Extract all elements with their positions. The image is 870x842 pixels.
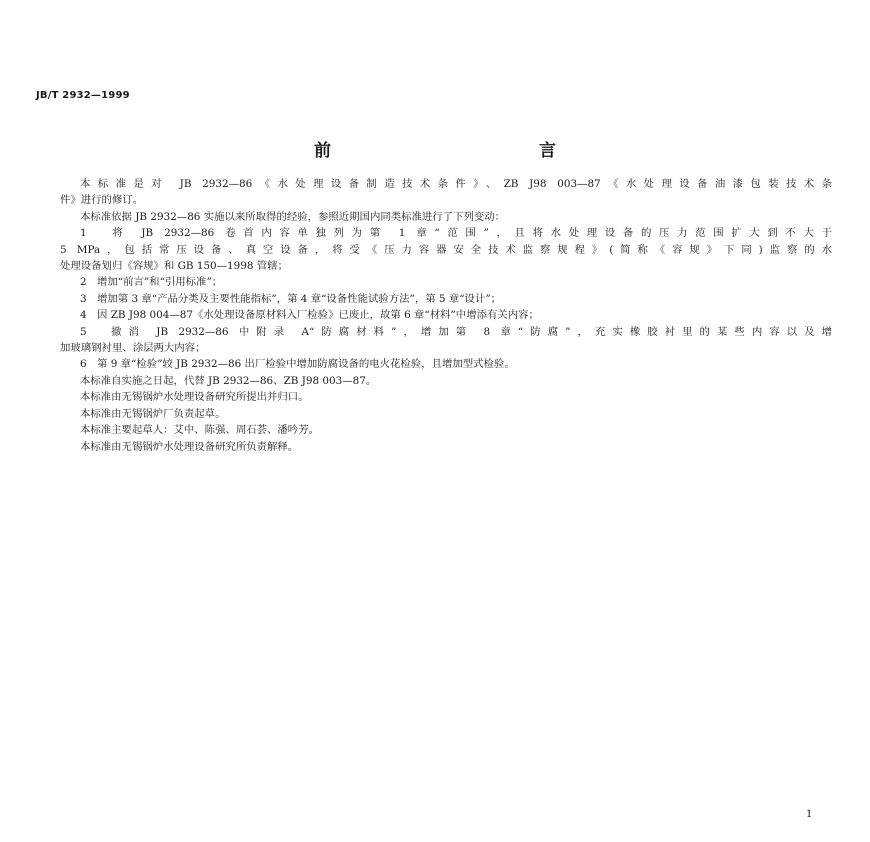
list-item-5-line1: 5 撤消 JB 2932—86 中附录 A“防腐材料”，增加第 8 章“防腐”，充实橡胶衬里的某些内容以及增 <box>80 325 832 338</box>
document-code: JB/T 2932—1999 <box>36 90 130 101</box>
paragraph-intro-line1: 本标准是对 JB 2932—86《水处理设备制造技术条件》、ZB J98 003—87《水处理设备油漆包装技术条 <box>80 178 832 190</box>
list-item-1-line2: 5 MPa，包括常压设备、真空设备，将受《压力容器安全技术监察规程》(简称《容规》下同)监察的水 <box>60 243 832 256</box>
paragraph-proposer: 本标准由无锡锅炉水处理设备研究所提出并归口。 <box>80 391 309 404</box>
paragraph-effective: 本标准自实施之日起，代替 JB 2932—86、ZB J98 003—87。 <box>80 374 377 387</box>
paragraph-interpretation: 本标准由无锡锅炉水处理设备研究所负责解释。 <box>80 440 299 453</box>
page-title: 前 言 <box>314 141 614 161</box>
list-item-1-line3: 处理设备划归《容规》和 GB 150—1998 管辖； <box>60 260 288 273</box>
paragraph-changes-intro: 本标准依据 JB 2932—86 实施以来所取得的经验，参照近期国内同类标准进行了下列变动： <box>80 210 506 223</box>
list-item-6: 6 第 9 章“检验”较 JB 2932—86 出厂检验中增加防腐设备的电火花检验，且增加型式检验。 <box>80 358 515 371</box>
paragraph-drafter: 本标准由无锡锅炉厂负责起草。 <box>80 407 226 420</box>
list-item-4: 4 因 ZB J98 004—87《水处理设备原材料入厂检验》已废止，故第 6 章“材料”中增添有关内容； <box>80 309 539 322</box>
list-item-1-line1: 1 将 JB 2932—86 卷首内容单独列为第 1 章“范围”，且将水处理设备的压力范围扩大到不大于 <box>80 227 832 240</box>
paragraph-intro-line2: 件》进行的修订。 <box>60 194 144 207</box>
paragraph-authors: 本标准主要起草人：艾中、陈强、周石荟、潘吟芳。 <box>80 424 319 437</box>
list-item-3: 3 增加第 3 章“产品分类及主要性能指标”，第 4 章“设备性能试验方法”，第 5 章“设计”； <box>80 292 502 305</box>
list-item-5-line2: 加玻璃钢衬里、涂层两大内容； <box>60 342 206 355</box>
page-number: 1 <box>806 809 813 820</box>
list-item-2: 2 增加“前言”和“引用标准”； <box>80 276 223 289</box>
foreword-body <box>60 176 832 455</box>
